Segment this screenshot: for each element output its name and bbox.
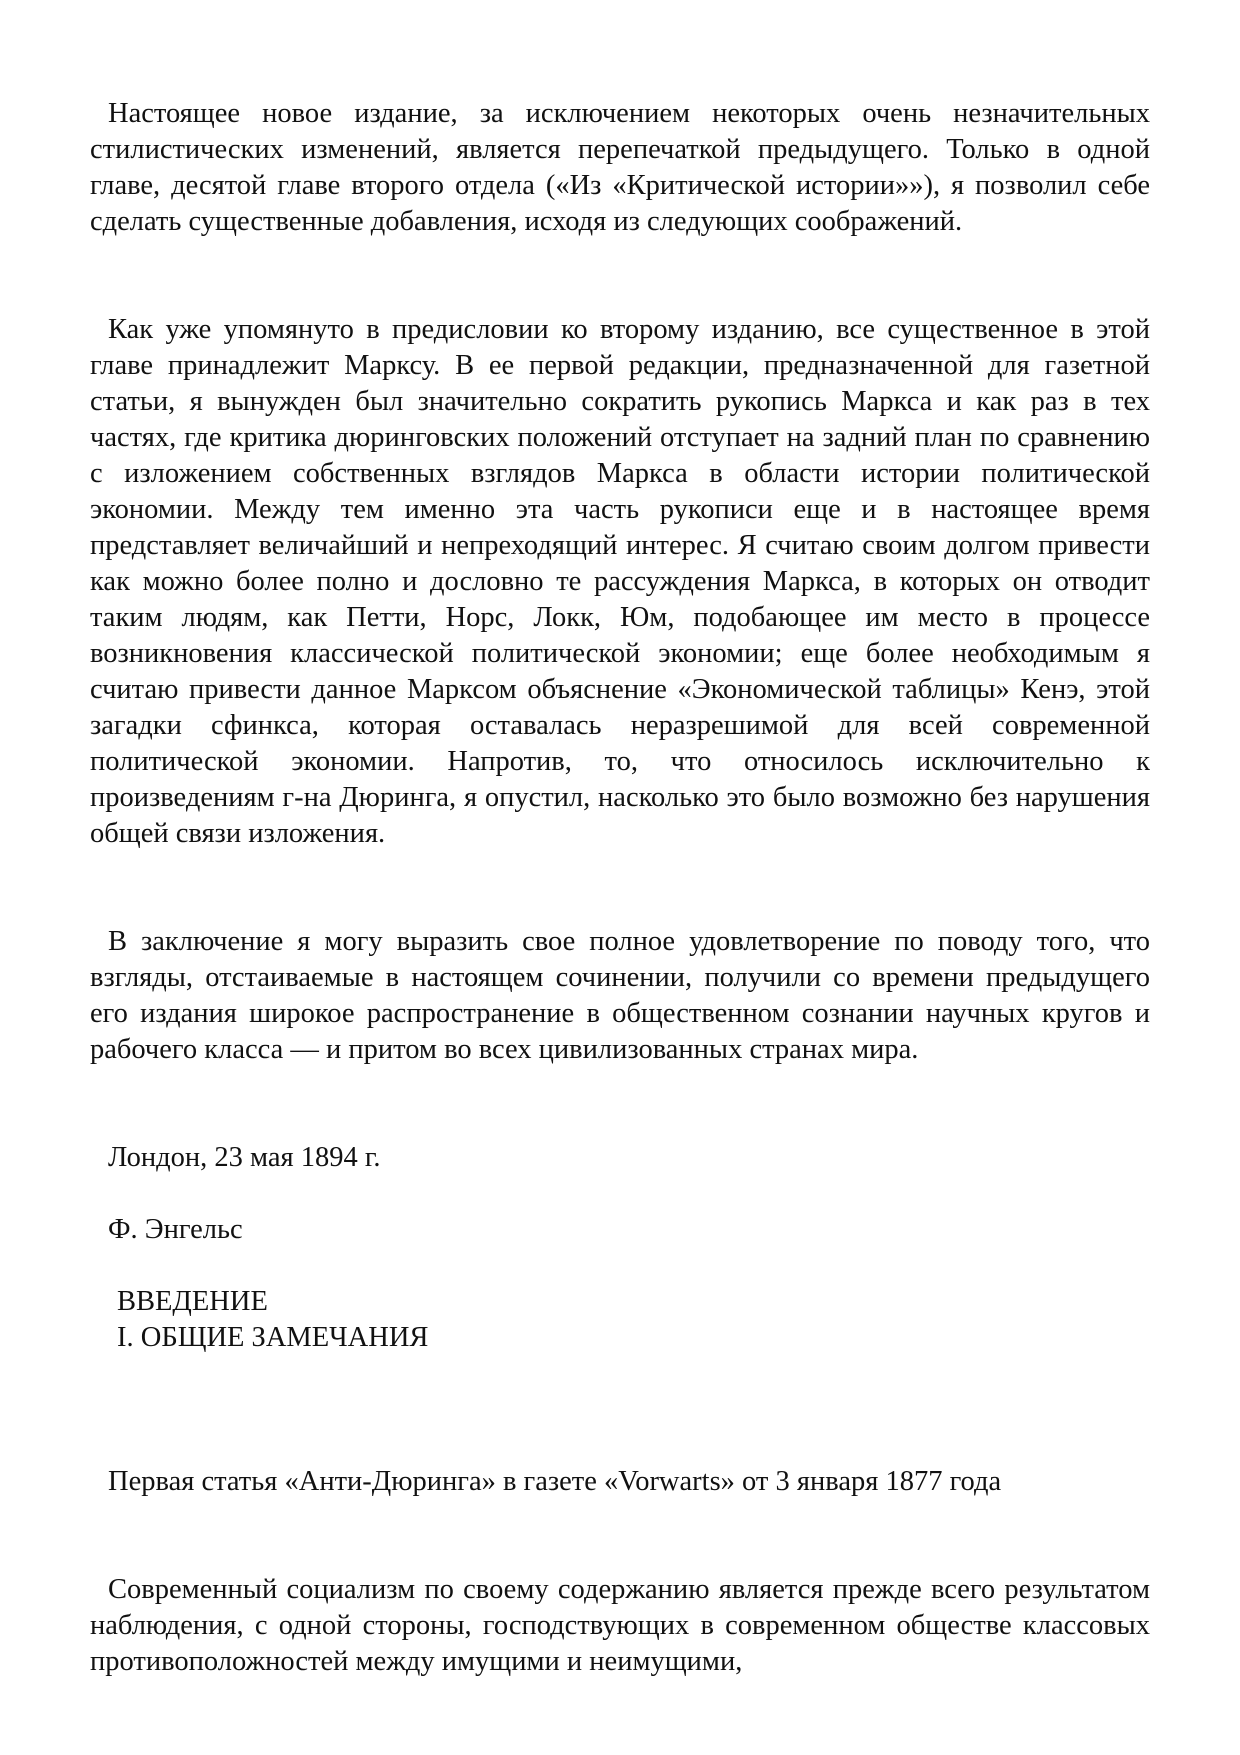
signature-place-date: Лондон, 23 мая 1894 г.: [108, 1142, 381, 1173]
paragraph-intro: Современный социализм по своему содержанию является прежде всего результатом наблюдения, с одной стороны, господствующих в современном обществе классовых противоположностей между имущими и неимущими,: [90, 1574, 1150, 1677]
article-note: Первая статья «Анти-Дюринга» в газете «Vorwarts» от 3 января 1877 года: [108, 1466, 1002, 1497]
paragraph-edition-note: Настоящее новое издание, за исключением некоторых очень незначительных стилистических изменений, является перепечаткой предыдущего. Только в одной главе, десятой главе второго отдела («Из «Критической истории»»), я позволил себе сделать существенные добавления, исходя из следующих соображений.: [90, 98, 1150, 237]
signature-author: Ф. Энгельс: [108, 1214, 243, 1245]
paragraph-marx-chapter: Как уже упомянуто в предисловии ко второму изданию, все существенное в этой главе принадлежит Марксу. В ее первой редакции, предназначенной для газетной статьи, я вынужден был значительно сократить рукопись Маркса и как раз в тех частях, где критика дюринговских положений отступает на задний план по сравнению с изложением собственных взглядов Маркса в области истории политической экономии. Между тем именно эта часть рукописи еще и в настоящее время представляет величайший и непреходящий интерес. Я считаю своим долгом привести как можно более полно и дословно те рассуждения Маркса, в которых он отводит таким людям, как Петти, Норс, Локк, Юм, подобающее им место в процессе возникновения классической политической экономии; еще более необходимым я считаю привести данное Марксом объяснение «Экономической таблицы» Кенэ, этой загадки сфинкса, которая оставалась неразрешимой для всей современной политической экономии. Напротив, то, что относилось исключительно к произведениям г-на Дюринга, я опустил, насколько это было возможно без нарушения общей связи изложения.: [90, 314, 1150, 849]
paragraph-conclusion: В заключение я могу выразить свое полное удовлетворение по поводу того, что взгляды, отстаиваемые в настоящем сочинении, получили со времени предыдущего его издания широкое распространение в общественном сознании научных кругов и рабочего класса — и притом во всех цивилизованных странах мира.: [90, 926, 1150, 1065]
section-title: ВВЕДЕНИЕ: [117, 1286, 268, 1317]
chapter-title: I. ОБЩИЕ ЗАМЕЧАНИЯ: [117, 1322, 429, 1353]
